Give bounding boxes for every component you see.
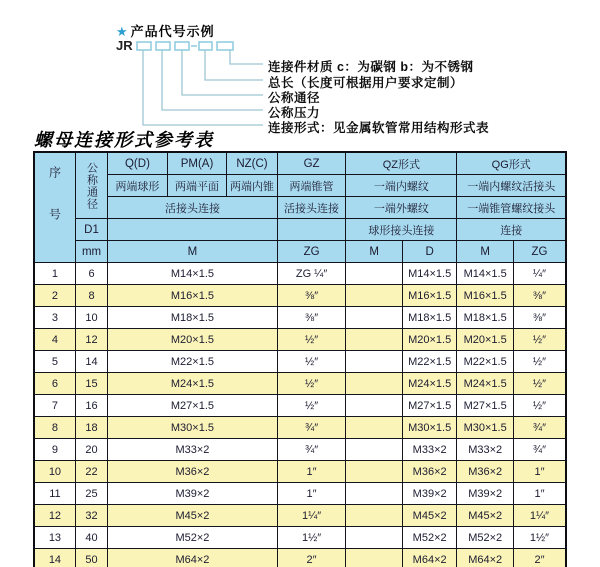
- header-qz-sub1: 一端内螺纹: [346, 175, 457, 197]
- cell-qz_d: M52×2: [402, 527, 457, 549]
- cell-qg_zg: ⅜″: [513, 285, 566, 307]
- cell-qg_m: M45×2: [457, 505, 514, 527]
- cell-dn: 40: [75, 527, 107, 549]
- code-box-3: [175, 42, 189, 50]
- cell-qg_zg: ⅜″: [513, 307, 566, 329]
- cell-gz_zg: ZG ¼″: [277, 263, 346, 285]
- cell-m: M36×2: [108, 461, 278, 483]
- cell-qz_d: M30×1.5: [402, 417, 457, 439]
- table-row: [34, 483, 566, 505]
- header-gz-sub: 两端锥管: [277, 175, 346, 197]
- table-title: 螺母连接形式参考表: [34, 130, 214, 151]
- cell-m: M30×1.5: [108, 417, 278, 439]
- table-body: [34, 263, 566, 567]
- cell-m: M16×1.5: [108, 285, 278, 307]
- cell-m: M39×2: [108, 483, 278, 505]
- cell-qz_m: [346, 527, 403, 549]
- cell-qz_d: M64×2: [402, 549, 457, 567]
- cell-seq: 14: [34, 549, 75, 567]
- table-row: [34, 417, 566, 439]
- code-box-2: [156, 42, 170, 50]
- cell-qg_zg: ¼″: [513, 263, 566, 285]
- cell-qg_zg: 1½″: [513, 527, 566, 549]
- cell-qg_zg: ¾″: [513, 417, 566, 439]
- cell-qg_m: M52×2: [457, 527, 514, 549]
- header-qg-sub2: 一端锥管螺纹接头: [457, 197, 566, 219]
- cell-m: M45×2: [108, 505, 278, 527]
- cell-qz_d: M36×2: [402, 461, 457, 483]
- cell-qz_d: M27×1.5: [402, 395, 457, 417]
- cell-qz_m: [346, 351, 403, 373]
- cell-qg_m: M14×1.5: [457, 263, 514, 285]
- cell-m: M64×2: [108, 549, 278, 567]
- cell-qg_m: M16×1.5: [457, 285, 514, 307]
- cell-dn: 6: [75, 263, 107, 285]
- header-pm: PM(A): [167, 152, 227, 175]
- cell-qg_zg: 1″: [513, 461, 566, 483]
- cell-gz_zg: ⅜″: [277, 307, 346, 329]
- cell-qz_d: M14×1.5: [402, 263, 457, 285]
- header-mm: mm: [75, 241, 107, 263]
- cell-qz_m: [346, 329, 403, 351]
- cell-seq: 11: [34, 483, 75, 505]
- header-qg-sub3: 连接: [457, 219, 566, 241]
- cell-gz_zg: ½″: [277, 329, 346, 351]
- label-total-length: 总长（长度可根据用户要求定制）: [268, 76, 464, 90]
- cell-qg_m: M24×1.5: [457, 373, 514, 395]
- cell-dn: 18: [75, 417, 107, 439]
- cell-m: M27×1.5: [108, 395, 278, 417]
- cell-qz_d: M20×1.5: [402, 329, 457, 351]
- product-code-prefix: JR: [116, 38, 133, 53]
- cell-qz_m: [346, 505, 403, 527]
- header-pm-sub: 两端平面: [167, 175, 227, 197]
- cell-seq: 8: [34, 417, 75, 439]
- cell-qz_m: [346, 395, 403, 417]
- cell-dn: 22: [75, 461, 107, 483]
- label-nominal-diameter: 公称通径: [268, 91, 321, 105]
- cell-gz_zg: ⅜″: [277, 285, 346, 307]
- cell-qz_d: M18×1.5: [402, 307, 457, 329]
- product-code-diagram: [0, 0, 600, 135]
- cell-qz_d: M39×2: [402, 483, 457, 505]
- cell-qg_m: M22×1.5: [457, 351, 514, 373]
- cell-m: M22×1.5: [108, 351, 278, 373]
- cell-qz_m: [346, 549, 403, 567]
- cell-dn: 32: [75, 505, 107, 527]
- table-row: [34, 263, 566, 285]
- connector-line-form: [143, 50, 263, 125]
- cell-m: M14×1.5: [108, 263, 278, 285]
- cell-m: M33×2: [108, 439, 278, 461]
- cell-dn: 50: [75, 549, 107, 567]
- table-row: [34, 461, 566, 483]
- header-dn: 公称通径: [75, 152, 107, 219]
- cell-qz_m: [346, 461, 403, 483]
- cell-seq: 6: [34, 373, 75, 395]
- diagram-title-text: 产品代号示例: [130, 24, 215, 39]
- cell-qz_d: M16×1.5: [402, 285, 457, 307]
- table-row: [34, 285, 566, 307]
- cell-qg_m: M27×1.5: [457, 395, 514, 417]
- cell-qz_d: M45×2: [402, 505, 457, 527]
- header-q: Q(D): [108, 152, 168, 175]
- cell-qz_m: [346, 373, 403, 395]
- table-row: [34, 373, 566, 395]
- header-seq: 序号: [34, 152, 75, 263]
- cell-dn: 14: [75, 351, 107, 373]
- label-nominal-pressure: 公称压力: [268, 106, 321, 120]
- cell-m: M24×1.5: [108, 373, 278, 395]
- cell-qg_m: M18×1.5: [457, 307, 514, 329]
- header-unit-zg: ZG: [277, 241, 346, 263]
- nut-connection-table: [33, 151, 567, 567]
- cell-qz_m: [346, 263, 403, 285]
- header-union-joint: 活接头连接: [108, 197, 278, 219]
- code-box-4: [199, 42, 212, 50]
- header-qg-unit-zg: ZG: [513, 241, 566, 263]
- cell-gz_zg: 2″: [277, 549, 346, 567]
- header-empty-gz: [277, 219, 346, 241]
- cell-seq: 12: [34, 505, 75, 527]
- connector-line-diameter: [182, 50, 263, 95]
- cell-dn: 12: [75, 329, 107, 351]
- table-row: [34, 549, 566, 567]
- cell-gz_zg: ¾″: [277, 439, 346, 461]
- cell-qg_zg: 2″: [513, 549, 566, 567]
- cell-gz_zg: 1″: [277, 483, 346, 505]
- cell-qg_m: M64×2: [457, 549, 514, 567]
- table-row: [34, 395, 566, 417]
- cell-seq: 7: [34, 395, 75, 417]
- header-qz-sub3: 球形接头连接: [346, 219, 457, 241]
- table-row: [34, 527, 566, 549]
- table-row: [34, 351, 566, 373]
- cell-m: M52×2: [108, 527, 278, 549]
- table-row: [34, 505, 566, 527]
- cell-qz_d: M22×1.5: [402, 351, 457, 373]
- cell-qg_zg: 1¼″: [513, 505, 566, 527]
- cell-qg_zg: ½″: [513, 351, 566, 373]
- cell-qz_d: M33×2: [402, 439, 457, 461]
- header-qg-unit-m: M: [457, 241, 514, 263]
- header-qg-sub1: 一端内螺纹活接头: [457, 175, 566, 197]
- cell-qz_m: [346, 417, 403, 439]
- cell-qg_m: M39×2: [457, 483, 514, 505]
- cell-gz_zg: 1″: [277, 461, 346, 483]
- header-nz: NZ(C): [227, 152, 277, 175]
- cell-seq: 3: [34, 307, 75, 329]
- table-row: [34, 329, 566, 351]
- header-q-sub: 两端球形: [108, 175, 168, 197]
- cell-seq: 5: [34, 351, 75, 373]
- header-qg: QG形式: [457, 152, 566, 175]
- cell-qz_d: M24×1.5: [402, 373, 457, 395]
- cell-gz_zg: ¾″: [277, 417, 346, 439]
- cell-qz_m: [346, 285, 403, 307]
- cell-qg_zg: ½″: [513, 373, 566, 395]
- table-row: [34, 307, 566, 329]
- cell-dn: 8: [75, 285, 107, 307]
- cell-qz_m: [346, 439, 403, 461]
- table-header: [34, 152, 566, 263]
- header-qz-unit-d: D: [402, 241, 457, 263]
- cell-qg_zg: ½″: [513, 329, 566, 351]
- cell-dn: 15: [75, 373, 107, 395]
- cell-qg_zg: 1″: [513, 483, 566, 505]
- cell-qz_m: [346, 307, 403, 329]
- table-row: [34, 439, 566, 461]
- cell-m: M18×1.5: [108, 307, 278, 329]
- cell-qg_m: M33×2: [457, 439, 514, 461]
- cell-dn: 10: [75, 307, 107, 329]
- cell-qg_m: M30×1.5: [457, 417, 514, 439]
- cell-seq: 4: [34, 329, 75, 351]
- connector-line-length: [205, 50, 263, 80]
- header-qz-sub2: 一端外螺纹: [346, 197, 457, 219]
- cell-qg_zg: ¾″: [513, 439, 566, 461]
- cell-seq: 1: [34, 263, 75, 285]
- cell-dn: 25: [75, 483, 107, 505]
- cell-qg_zg: ½″: [513, 395, 566, 417]
- star-icon: ★: [116, 24, 129, 39]
- label-connection-form: 连接形式：见金属软管常用结构形式表: [268, 121, 490, 135]
- cell-seq: 13: [34, 527, 75, 549]
- header-gz-sub2: 活接头连接: [277, 197, 346, 219]
- code-box-1: [137, 42, 151, 50]
- cell-seq: 9: [34, 439, 75, 461]
- cell-qg_m: M36×2: [457, 461, 514, 483]
- cell-gz_zg: ½″: [277, 395, 346, 417]
- cell-m: M20×1.5: [108, 329, 278, 351]
- cell-seq: 2: [34, 285, 75, 307]
- cell-gz_zg: 1½″: [277, 527, 346, 549]
- header-qz-unit-m: M: [346, 241, 403, 263]
- connector-line-material: [230, 50, 263, 64]
- header-gz: GZ: [277, 152, 346, 175]
- cell-gz_zg: 1¼″: [277, 505, 346, 527]
- cell-dn: 16: [75, 395, 107, 417]
- code-box-5: [217, 42, 233, 50]
- cell-gz_zg: ½″: [277, 373, 346, 395]
- header-unit-m: M: [108, 241, 278, 263]
- header-qz: QZ形式: [346, 152, 457, 175]
- cell-dn: 20: [75, 439, 107, 461]
- cell-qz_m: [346, 483, 403, 505]
- cell-qg_m: M20×1.5: [457, 329, 514, 351]
- label-connector-material: 连接件材质 c：为碳钢 b：为不锈钢: [268, 60, 474, 74]
- header-d1: D1: [75, 219, 107, 241]
- header-nz-sub: 两端内锥: [227, 175, 277, 197]
- cell-gz_zg: ½″: [277, 351, 346, 373]
- cell-seq: 10: [34, 461, 75, 483]
- header-empty-qpmnz: [108, 219, 278, 241]
